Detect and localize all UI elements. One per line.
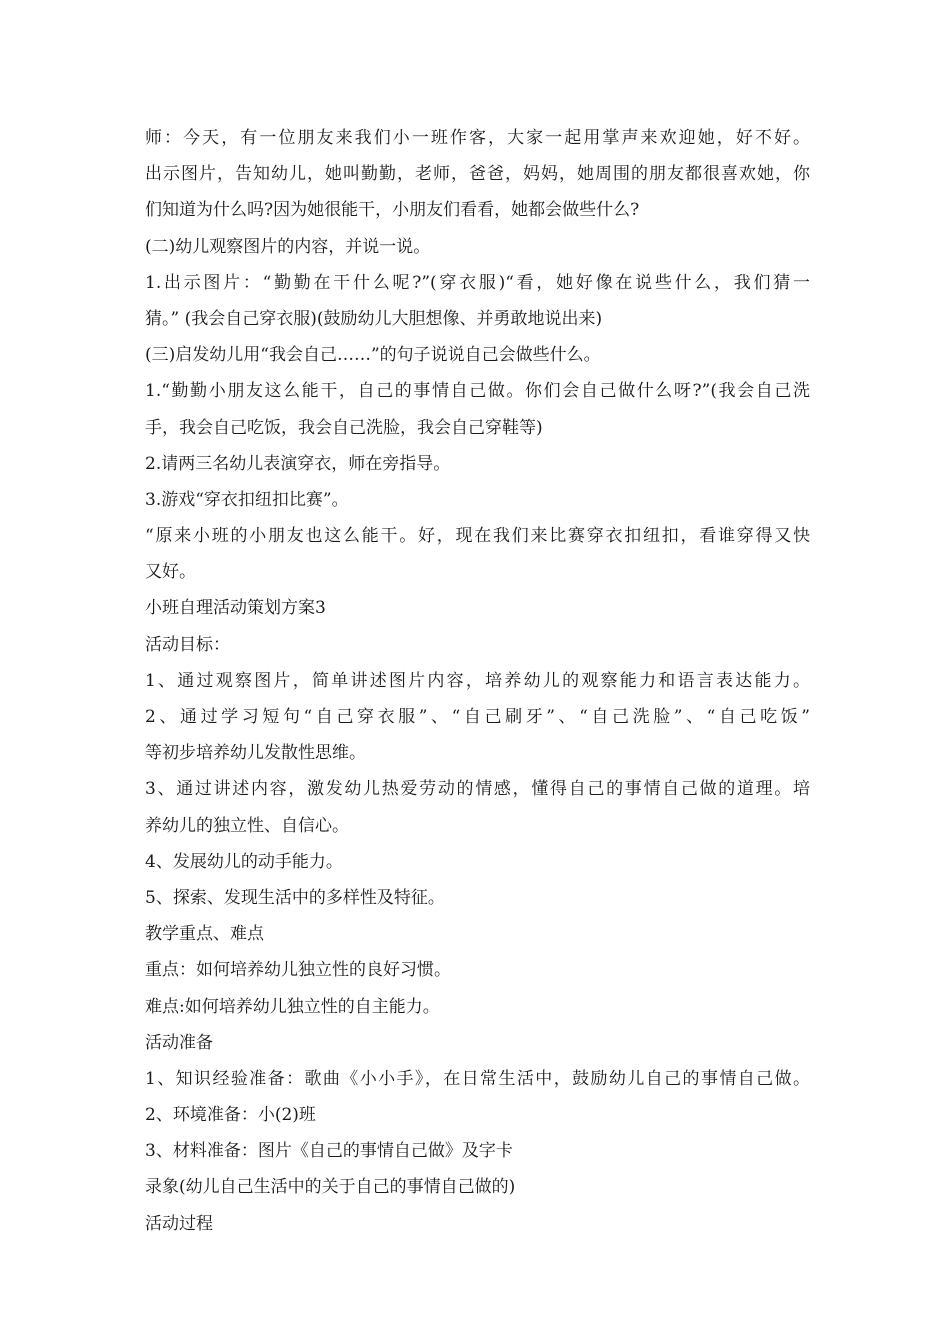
text-line: 1、知识经验准备：歌曲《小小手》，在日常生活中，鼓励幼儿自己的事情自己做。 bbox=[145, 1068, 810, 1089]
text-line: 又好。 bbox=[145, 562, 196, 583]
text-line: 活动过程 bbox=[145, 1213, 213, 1234]
text-line: 录象(幼儿自己生活中的关于自己的事情自己做的) bbox=[145, 1177, 516, 1198]
text-line: 重点：如何培养幼儿独立性的良好习惯。 bbox=[145, 960, 451, 981]
text-line: 3.游戏“穿衣扣纽扣比赛”。 bbox=[145, 489, 349, 510]
text-line: 活动目标： bbox=[145, 634, 230, 655]
text-line: 手，我会自己吃饭，我会自己洗脸，我会自己穿鞋等) bbox=[145, 417, 543, 438]
text-line: 师：今天，有一位朋友来我们小一班作客，大家一起用掌声来欢迎她，好不好。 bbox=[145, 128, 810, 148]
text-line: 3、通过讲述内容，激发幼儿热爱劳动的情感，懂得自己的事情自己做的道理。培 bbox=[145, 779, 810, 800]
text-line: 难点:如何培养幼儿独立性的自主能力。 bbox=[145, 996, 440, 1017]
text-line: 2、环境准备：小(2)班 bbox=[145, 1105, 316, 1126]
text-line: 1.“勤勤小朋友这么能干，自己的事情自己做。你们会自己做什么呀?”(我会自己洗 bbox=[145, 381, 810, 402]
document-body bbox=[145, 120, 810, 1242]
text-line: 2、通过学习短句“自己穿衣服”、“自己刷牙”、“自己洗脸”、“自己吃饭” bbox=[145, 707, 810, 727]
text-line: (二)幼儿观察图片的内容，并说一说。 bbox=[145, 236, 431, 257]
text-line: 1.出示图片：“勤勤在干什么呢?”(穿衣服)“看，她好像在说些什么，我们猜一 bbox=[145, 272, 810, 293]
text-line: 们知道为什么吗?因为她很能干，小朋友们看看，她都会做些什么? bbox=[145, 200, 640, 221]
text-line: (三)启发幼儿用“我会自己……”的句子说说自己会做些什么。 bbox=[145, 345, 601, 366]
text-line: 2.请两三名幼儿表演穿衣，师在旁指导。 bbox=[145, 453, 451, 474]
text-line: 5、探索、发现生活中的多样性及特征。 bbox=[145, 887, 445, 908]
text-line: 养幼儿的独立性、自信心。 bbox=[145, 815, 349, 836]
text-line: 小班自理活动策划方案3 bbox=[145, 598, 326, 619]
text-line: 猜。” (我会自己穿衣服)(鼓励幼儿大胆想像、并勇敢地说出来) bbox=[145, 308, 603, 329]
text-line: 出示图片，告知幼儿，她叫勤勤，老师，爸爸，妈妈，她周围的朋友都很喜欢她，你 bbox=[145, 164, 810, 185]
text-line: 活动准备 bbox=[145, 1032, 213, 1053]
text-line: 教学重点、难点 bbox=[145, 924, 264, 945]
text-line: 4、发展幼儿的动手能力。 bbox=[145, 851, 343, 872]
text-line: 1、通过观察图片，简单讲述图片内容，培养幼儿的观察能力和语言表达能力。 bbox=[145, 670, 810, 691]
text-line: 3、材料准备：图片《自己的事情自己做》及字卡 bbox=[145, 1141, 513, 1162]
text-line: “原来小班的小朋友也这么能干。好，现在我们来比赛穿衣扣纽扣，看谁穿得又快 bbox=[145, 526, 810, 547]
text-line: 等初步培养幼儿发散性思维。 bbox=[145, 743, 366, 764]
